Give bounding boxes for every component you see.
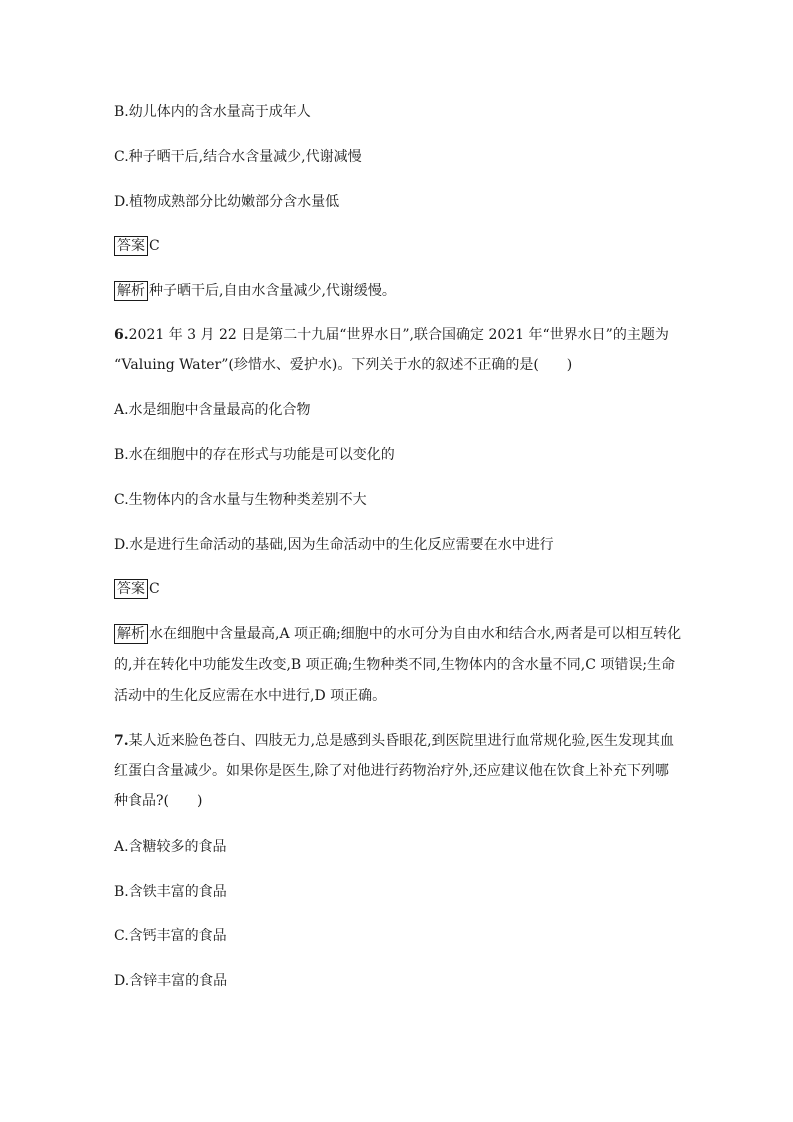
q6-analysis-line-2: 的,并在转化中功能发生改变,B 项正确;生物种类不同,生物体内的含水量不同,C 项错误;生命 xyxy=(114,657,676,673)
q6-option-c: C.生物体内的含水量与生物种类差别不大 xyxy=(114,492,367,508)
q7-stem-line-3: 种食品?( ) xyxy=(114,793,203,809)
q6-answer xyxy=(114,579,160,599)
analysis-tag: 解析 xyxy=(114,281,148,301)
q6-option-b: B.水在细胞中的存在形式与功能是可以变化的 xyxy=(114,447,395,463)
q7-option-a: A.含糖较多的食品 xyxy=(114,839,227,855)
q7-option-d: D.含锌丰富的食品 xyxy=(114,973,228,989)
analysis-text: 种子晒干后,自由水含量减少,代谢缓慢。 xyxy=(149,283,396,299)
q6-analysis-line-3: 活动中的生化反应需在水中进行,D 项正确。 xyxy=(114,688,387,704)
answer-tag: 答案 xyxy=(114,236,148,256)
analysis-tag: 解析 xyxy=(114,624,148,644)
q7-option-c: C.含钙丰富的食品 xyxy=(114,928,227,944)
stem-text: 某人近来脸色苍白、四肢无力,总是感到头昏眼花,到医院里进行血常规化验,医生发现其血 xyxy=(128,733,674,749)
answer-value: C xyxy=(149,581,160,597)
q6-option-d: D.水是进行生命活动的基础,因为生命活动中的生化反应需要在水中进行 xyxy=(114,537,554,553)
q6-stem-line-2: “Valuing Water”(珍惜水、爱护水)。下列关于水的叙述不正确的是( ) xyxy=(114,357,573,373)
q5-option-b: B.幼儿体内的含水量高于成年人 xyxy=(114,104,311,120)
q6-analysis-line-1 xyxy=(114,624,681,644)
answer-tag: 答案 xyxy=(114,579,148,599)
question-number: 6. xyxy=(114,327,129,343)
q5-option-c: C.种子晒干后,结合水含量减少,代谢减慢 xyxy=(114,149,362,165)
stem-text: 2021 年 3 月 22 日是第二十九届“世界水日”,联合国确定 2021 年“世界水日”的主题为 xyxy=(128,327,669,343)
q7-option-b: B.含铁丰富的食品 xyxy=(114,884,227,900)
q6-option-a: A.水是细胞中含量最高的化合物 xyxy=(114,402,311,418)
answer-value: C xyxy=(149,238,160,254)
analysis-text: 水在细胞中含量最高,A 项正确;细胞中的水可分为自由水和结合水,两者是可以相互转化 xyxy=(149,626,682,642)
q5-answer xyxy=(114,236,160,256)
q6-stem-line-1 xyxy=(114,325,669,345)
q7-stem-line-2: 红蛋白含量减少。如果你是医生,除了对他进行药物治疗外,还应建议他在饮食上补充下列哪 xyxy=(114,763,669,779)
question-number: 7. xyxy=(114,733,129,749)
q5-option-d: D.植物成熟部分比幼嫩部分含水量低 xyxy=(114,194,340,210)
q5-analysis xyxy=(114,281,396,301)
q7-stem-line-1 xyxy=(114,731,674,751)
